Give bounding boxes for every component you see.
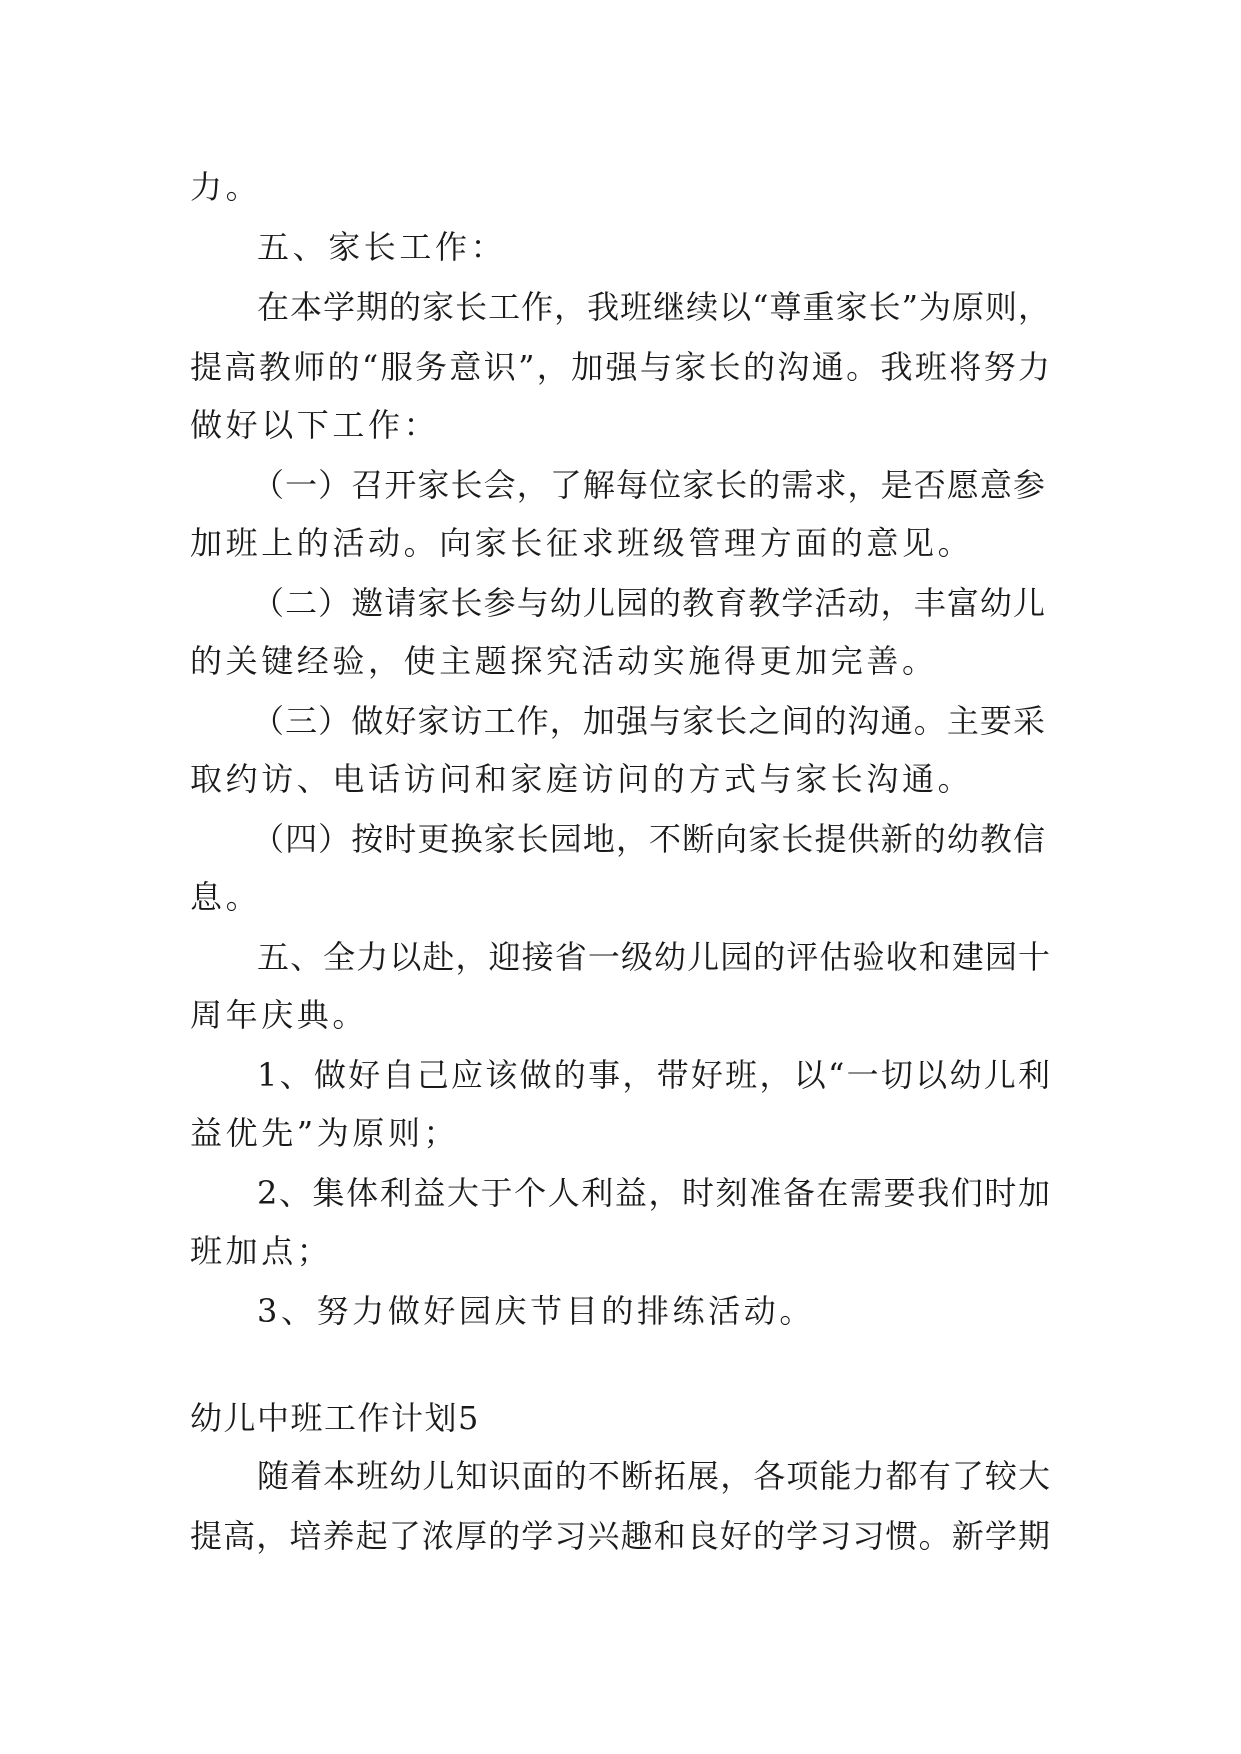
list-item: （四）按时更换家长园地，不断向家长提供新的幼教信 <box>252 820 1045 858</box>
paragraph-line: 做好以下工作： <box>190 406 440 444</box>
document-title: 幼儿中班工作计划5 <box>190 1399 480 1437</box>
paragraph-line: 力。 <box>190 168 262 206</box>
paragraph-line: 班加点； <box>190 1232 333 1270</box>
section-heading: 五、全力以赴，迎接省一级幼儿园的评估验收和建园十 <box>257 938 1050 976</box>
list-item: 2、集体利益大于个人利益，时刻准备在需要我们时加 <box>257 1174 1050 1212</box>
list-item: （三）做好家访工作，加强与家长之间的沟通。主要采 <box>252 702 1045 740</box>
paragraph-line: 的关键经验，使主题探究活动实施得更加完善。 <box>190 642 938 680</box>
paragraph-line: 提高教师的“服务意识”，加强与家长的沟通。我班将努力 <box>190 348 1050 386</box>
paragraph-line: 益优先”为原则； <box>190 1114 460 1152</box>
section-heading: 五、家长工作： <box>257 228 507 266</box>
paragraph-line: 加班上的活动。向家长征求班级管理方面的意见。 <box>190 524 974 562</box>
paragraph-line: 在本学期的家长工作，我班继续以“尊重家长”为原则， <box>257 288 1050 326</box>
list-item: （二）邀请家长参与幼儿园的教育教学活动，丰富幼儿 <box>252 584 1045 622</box>
paragraph-line: 取约访、电话访问和家庭访问的方式与家长沟通。 <box>190 760 974 798</box>
paragraph-line: 息。 <box>190 878 262 916</box>
paragraph-line: 周年庆典。 <box>190 996 369 1034</box>
paragraph-line: 提高，培养起了浓厚的学习兴趣和良好的学习习惯。新学期 <box>190 1517 1050 1555</box>
list-item: （一）召开家长会，了解每位家长的需求，是否愿意参 <box>252 466 1045 504</box>
list-item: 3、努力做好园庆节目的排练活动。 <box>257 1292 815 1330</box>
paragraph-line: 随着本班幼儿知识面的不断拓展，各项能力都有了较大 <box>257 1457 1050 1495</box>
list-item: 1、做好自己应该做的事，带好班，以“一切以幼儿利 <box>257 1056 1050 1094</box>
